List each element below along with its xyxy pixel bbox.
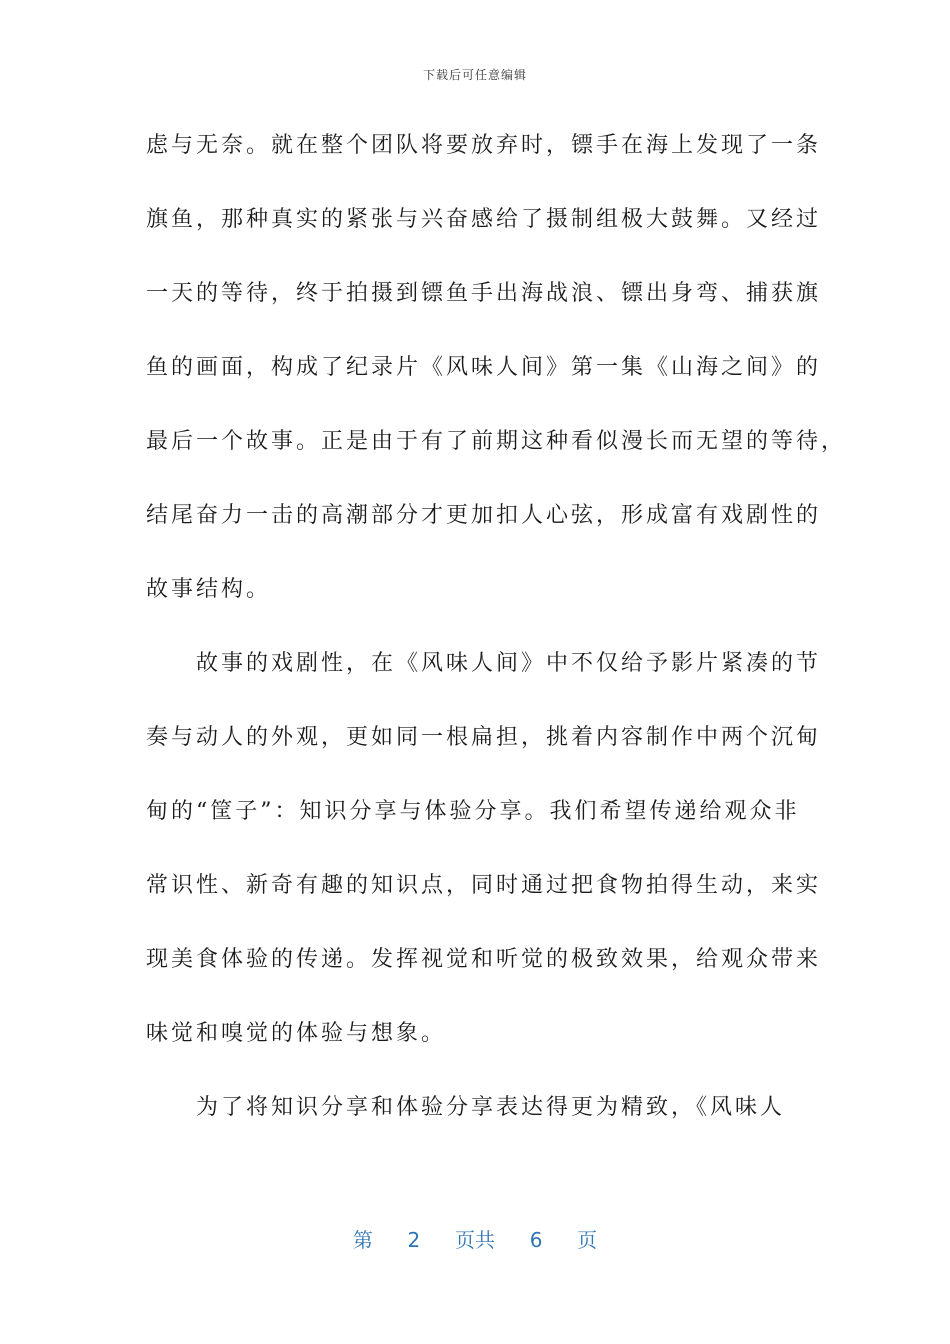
body-line: 现美食体验的传递。发挥视觉和听觉的极致效果，给观众带来 (146, 947, 822, 972)
body-line: 虑与无奈。就在整个团队将要放弃时，镖手在海上发现了一条 (146, 133, 822, 158)
document-body (146, 124, 847, 1160)
body-line: 鱼的画面，构成了纪录片《风味人间》第一集《山海之间》的 (146, 355, 822, 380)
body-line: 故事结构。 (146, 577, 272, 602)
body-line: 常识性、新奇有趣的知识点，同时通过把食物拍得生动，来实 (146, 873, 822, 898)
footer-middle: 页共 (455, 1228, 495, 1252)
current-page-number: 2 (407, 1228, 421, 1252)
body-line: 甸的“筐子”：知识分享与体验分享。我们希望传递给观众非 (146, 799, 800, 824)
page-footer (0, 1224, 950, 1253)
footer-prefix: 第 (352, 1228, 373, 1252)
body-line: 一天的等待，终于拍摄到镖鱼手出海战浪、镖出身弯、捕获旗 (146, 281, 822, 306)
body-line: 旗鱼，那种真实的紧张与兴奋感给了摄制组极大鼓舞。又经过 (146, 207, 822, 232)
body-line: 故事的戏剧性，在《风味人间》中不仅给予影片紧凑的节 (146, 651, 822, 676)
total-page-number: 6 (529, 1228, 543, 1252)
body-line: 味觉和嗅觉的体验与想象。 (146, 1021, 447, 1046)
body-line: 奏与动人的外观，更如同一根扁担，挑着内容制作中两个沉甸 (146, 725, 822, 750)
footer-suffix: 页 (577, 1228, 598, 1252)
body-line: 最后一个故事。正是由于有了前期这种看似漫长而无望的等待， (146, 429, 847, 454)
page-header: 下载后可任意编辑 (422, 68, 527, 82)
body-line: 结尾奋力一击的高潮部分才更加扣人心弦，形成富有戏剧性的 (146, 503, 822, 528)
body-line: 为了将知识分享和体验分享表达得更为精致，《风味人 (146, 1095, 786, 1120)
